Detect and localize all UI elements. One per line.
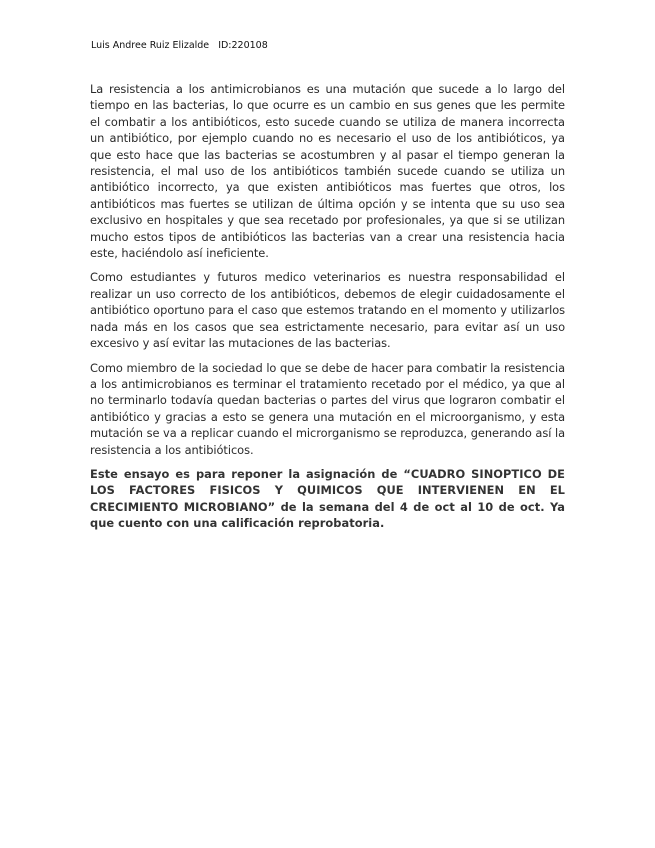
student-id: ID:220108 <box>218 40 268 51</box>
page-header <box>91 39 268 52</box>
paragraph-responsibility: Como estudiantes y futuros medico veterinarios es nuestra responsabilidad el realizar un uso correcto de los antibióticos, debemos de elegir cuidadosamente el antibiótico oportuno para el caso que estemos tratando en el momento y utilizarlos nada más en los casos que sea estrictamente necesario, para evitar así un uso excesivo y así evitar las mutaciones de las bacterias. <box>90 270 565 351</box>
paragraph-resistance: La resistencia a los antimicrobianos es una mutación que sucede a lo largo del tiempo en las bacterias, lo que ocurre es un cambio en sus genes que les permite el combatir a los antibióticos, esto sucede cuando se utiliza de manera incorrecta un antibiótico, por ejemplo cuando no es necesario el uso de los antibióticos, ya que esto hace que las bacterias se acostumbren y al pasar el tiempo generan la resistencia, el mal uso de los antibióticos también sucede cuando se utiliza un antibiótico incorrecto, ya que existen antibióticos mas fuertes que otros, los antibióticos mas fuertes se utilizan de última opción y se intenta que su uso sea exclusivo en hospitales y que sea recetado por profesionales, ya que si se utilizan mucho estos tipos de antibióticos las bacterias van a crear una resistencia hacia este, haciéndolo así ineficiente. <box>90 82 565 261</box>
paragraph-society: Como miembro de la sociedad lo que se debe de hacer para combatir la resistencia a los antimicrobianos es terminar el tratamiento recetado por el médico, ya que al no terminarlo todavía quedan bacterias o partes del virus que lograron combatir el antibiótico y gracias a esto se genera una mutación en el microorganismo, y esta mutación se va a replicar cuando el microrganismo se reproduzca, generando así la resistencia a los antibióticos. <box>90 360 565 457</box>
author-name: Luis Andree Ruiz Elizalde <box>91 40 210 51</box>
essay-body <box>90 81 565 540</box>
closing-note: Este ensayo es para reponer la asignación de “CUADRO SINOPTICO DE LOS FACTORES FISICOS Y QUIMICOS QUE INTERVIENEN EN EL CRECIMIENTO MICROBIANO” de la semana del 4 de oct al 10 de oct. Ya que cuento con una calificación reprobatoria. <box>90 466 565 531</box>
